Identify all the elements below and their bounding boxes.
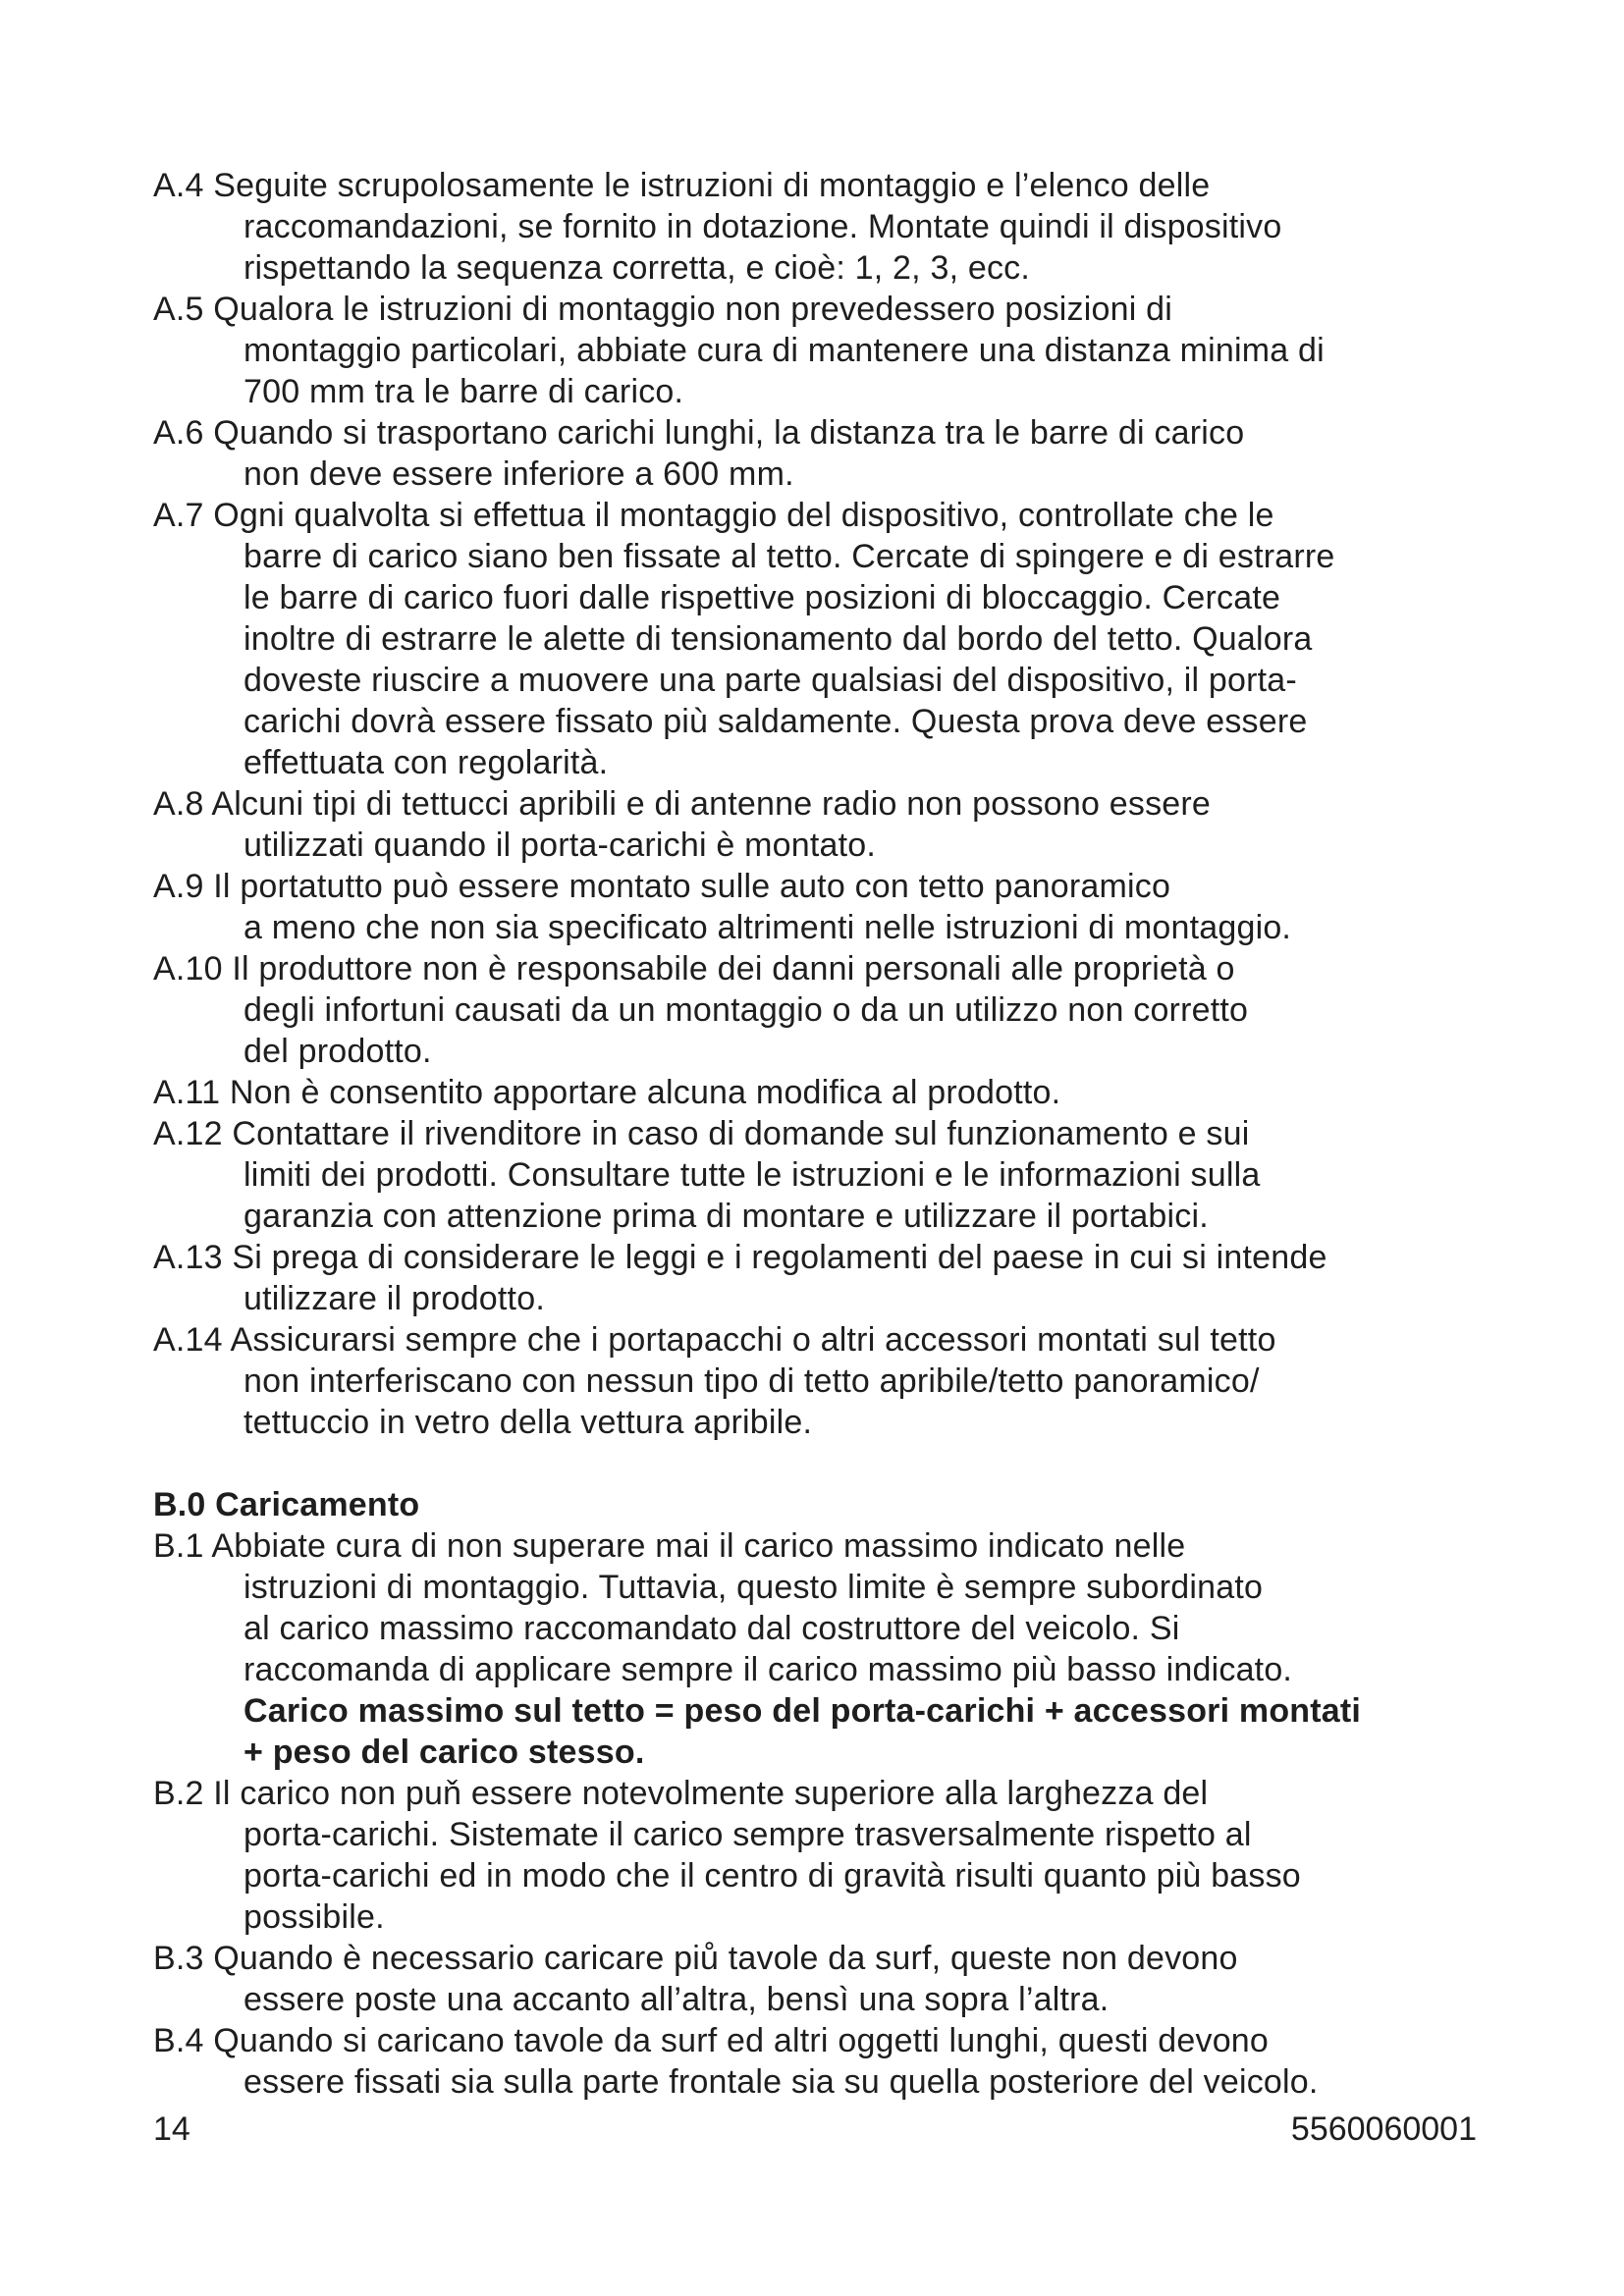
- list-a: [153, 165, 1489, 1443]
- list-item: [153, 866, 1489, 948]
- list-item: [153, 1319, 1489, 1443]
- item-text: raccomandazioni, se fornito in dotazione. Montate quindi il dispositivo: [244, 208, 1282, 245]
- item-text: Qualora le istruzioni di montaggio non prevedessero posizioni di: [213, 291, 1172, 328]
- item-number: A.9: [153, 868, 214, 905]
- item-text: porta-carichi ed in modo che il centro di gravità risulti quanto più basso: [244, 1857, 1301, 1895]
- section-spacer: [153, 1443, 1489, 1484]
- list-item: [153, 2020, 1489, 2103]
- item-text: Quando è necessario caricare piů tavole da surf, queste non devono: [213, 1940, 1238, 1977]
- item-text: Il produttore non è responsabile dei danni personali alle proprietà o: [232, 950, 1235, 988]
- item-text: raccomanda di applicare sempre il carico massimo più basso indicato.: [244, 1651, 1293, 1688]
- item-text: limiti dei prodotti. Consultare tutte le istruzioni e le informazioni sulla: [244, 1156, 1261, 1194]
- list-item: [153, 165, 1489, 289]
- item-text: utilizzati quando il porta-carichi è montato.: [244, 827, 876, 864]
- item-text: tettuccio in vetro della vettura apribile.: [244, 1404, 813, 1441]
- item-text: del prodotto.: [244, 1033, 432, 1070]
- item-text: non interferiscano con nessun tipo di tetto apribile/tetto panoramico/: [244, 1362, 1260, 1400]
- list-item: [153, 289, 1489, 412]
- item-number: B.3: [153, 1940, 214, 1977]
- item-text: Alcuni tipi di tettucci apribili e di antenne radio non possono essere: [211, 785, 1212, 823]
- list-item: [153, 1525, 1489, 1773]
- item-text: Contattare il rivenditore in caso di domande sul funzionamento e sui: [232, 1115, 1250, 1152]
- list-item: [153, 1237, 1489, 1319]
- item-number: A.8: [153, 785, 212, 823]
- item-number: A.12: [153, 1115, 233, 1152]
- item-text: Il carico non puň essere notevolmente superiore alla larghezza del: [213, 1775, 1209, 1812]
- item-number: B.1: [153, 1527, 212, 1565]
- item-text: istruzioni di montaggio. Tuttavia, questo limite è sempre subordinato: [244, 1569, 1264, 1606]
- item-text: 700 mm tra le barre di carico.: [244, 373, 684, 410]
- section-b: [153, 1484, 1489, 2103]
- item-text: degli infortuni causati da un montaggio o da un utilizzo non corretto: [244, 991, 1249, 1029]
- list-item: [153, 1072, 1489, 1113]
- page-content: [153, 165, 1489, 2103]
- item-text: Quando si caricano tavole da surf ed altri oggetti lunghi, questi devono: [213, 2022, 1270, 2059]
- item-text: doveste riuscire a muovere una parte qualsiasi del dispositivo, il porta-: [244, 662, 1297, 699]
- item-text: carichi dovrà essere fissato più saldamente. Questa prova deve essere: [244, 703, 1308, 740]
- item-text: non deve essere inferiore a 600 mm.: [244, 455, 794, 493]
- document-code: 5560060001: [1290, 2110, 1477, 2148]
- page-number: 14: [153, 2110, 190, 2148]
- item-text: essere poste una accanto all’altra, bensì una sopra l’altra.: [244, 1981, 1110, 2018]
- item-text: essere fissati sia sulla parte frontale sia su quella posteriore del veicolo.: [244, 2063, 1319, 2101]
- item-text: al carico massimo raccomandato dal costruttore del veicolo. Si: [244, 1610, 1180, 1647]
- list-item: [153, 783, 1489, 866]
- item-text: Non è consentito apportare alcuna modifica al prodotto.: [229, 1074, 1061, 1111]
- list-item: [153, 412, 1489, 495]
- list-item: [153, 495, 1489, 783]
- item-number: A.13: [153, 1239, 233, 1276]
- item-text: Ogni qualvolta si effettua il montaggio del dispositivo, controllate che le: [213, 497, 1274, 534]
- item-text: Assicurarsi sempre che i portapacchi o altri accessori montati sul tetto: [230, 1321, 1276, 1359]
- item-number: A.14: [153, 1321, 231, 1359]
- item-text: Abbiate cura di non superare mai il carico massimo indicato nelle: [211, 1527, 1186, 1565]
- item-text: Seguite scrupolosamente le istruzioni di montaggio e l’elenco delle: [213, 167, 1211, 204]
- item-text: possibile.: [244, 1898, 385, 1936]
- item-text: rispettando la sequenza corretta, e cioè: 1, 2, 3, ecc.: [244, 249, 1031, 287]
- item-number: A.5: [153, 291, 214, 328]
- item-number: A.4: [153, 167, 214, 204]
- item-text: a meno che non sia specificato altrimenti nelle istruzioni di montaggio.: [244, 909, 1292, 946]
- item-text: Il portatutto può essere montato sulle auto con tetto panoramico: [213, 868, 1171, 905]
- item-text: le barre di carico fuori dalle rispettive posizioni di bloccaggio. Cercate: [244, 579, 1281, 616]
- max-load-formula: Carico massimo sul tetto = peso del porta-carichi + accessori montati: [244, 1692, 1362, 1730]
- item-text: garanzia con attenzione prima di montare e utilizzare il portabici.: [244, 1198, 1209, 1235]
- section-title: B.0 Caricamento: [153, 1486, 420, 1523]
- list-item: [153, 1113, 1489, 1237]
- item-number: A.6: [153, 414, 214, 452]
- item-text: porta-carichi. Sistemate il carico sempre trasversalmente rispetto al: [244, 1816, 1252, 1853]
- item-number: B.2: [153, 1775, 214, 1812]
- item-text: Si prega di considerare le leggi e i regolamenti del paese in cui si intende: [232, 1239, 1327, 1276]
- list-item: [153, 1773, 1489, 1938]
- item-number: A.7: [153, 497, 214, 534]
- item-text: effettuata con regolarità.: [244, 744, 609, 781]
- item-text: barre di carico siano ben fissate al tetto. Cercate di spingere e di estrarre: [244, 538, 1335, 575]
- item-text: montaggio particolari, abbiate cura di mantenere una distanza minima di: [244, 332, 1325, 369]
- max-load-formula: + peso del carico stesso.: [244, 1734, 645, 1771]
- item-text: Quando si trasportano carichi lunghi, la distanza tra le barre di carico: [213, 414, 1245, 452]
- item-text: utilizzare il prodotto.: [244, 1280, 545, 1317]
- item-number: A.11: [153, 1074, 230, 1111]
- list-item: [153, 1938, 1489, 2020]
- item-number: A.10: [153, 950, 233, 988]
- item-text: inoltre di estrarre le alette di tensionamento dal bordo del tetto. Qualora: [244, 620, 1313, 658]
- list-item: [153, 948, 1489, 1072]
- item-number: B.4: [153, 2022, 214, 2059]
